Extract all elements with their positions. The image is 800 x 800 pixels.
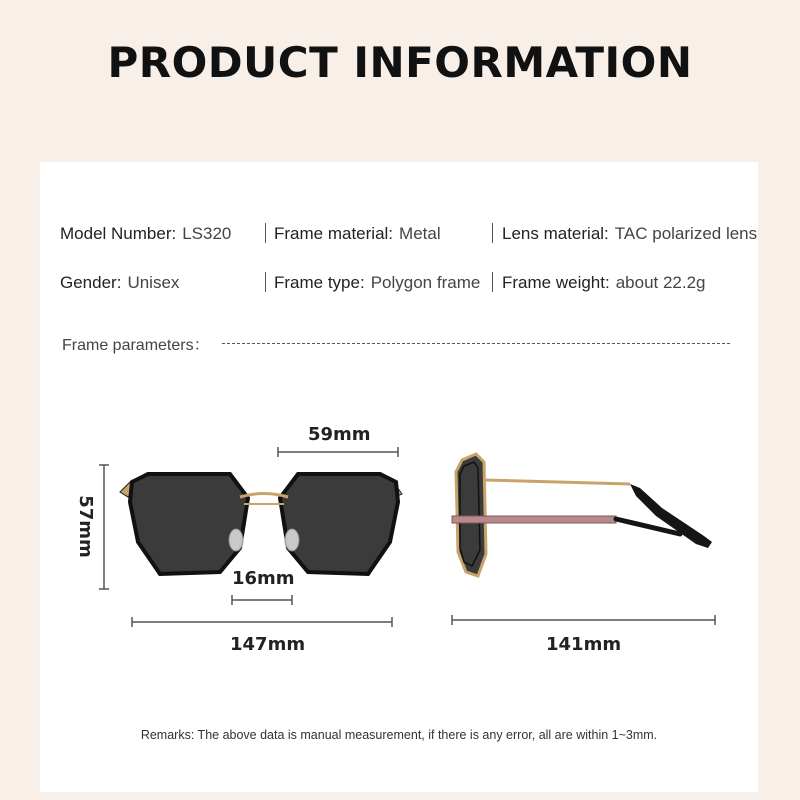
bridge-width-label: 16mm: [232, 568, 295, 589]
frame-parameters-label: Frame parameters：: [62, 337, 210, 354]
spec-value: TAC polarized lens: [614, 224, 758, 243]
spec-value: about 22.2g: [615, 273, 706, 292]
spec-label: Frame weight:: [502, 273, 610, 292]
glasses-illustration: [40, 162, 758, 792]
side-view: [452, 454, 712, 576]
temple-length-label: 141mm: [546, 634, 622, 655]
spec-label: Lens material:: [502, 224, 609, 243]
spec-value: LS320: [182, 224, 232, 243]
frame-width-label: 147mm: [230, 634, 306, 655]
info-card: [40, 162, 758, 792]
spec-label: Frame type:: [274, 273, 365, 292]
front-view: [120, 474, 402, 574]
spec-label: Gender:: [60, 273, 122, 292]
lens-height-label: 57mm: [74, 495, 96, 558]
spec-label: Frame material:: [274, 224, 394, 243]
spec-value: Polygon frame: [370, 273, 481, 292]
remarks-text: Remarks: The above data is manual measurement, if there is any error, all are within 1~3mm.: [140, 728, 658, 742]
spec-value: Unisex: [127, 273, 180, 292]
spec-value: Metal: [399, 224, 441, 243]
spec-label: Model Number:: [60, 224, 177, 243]
page-title: PRODUCT INFORMATION: [107, 38, 693, 87]
lens-width-label: 59mm: [308, 424, 371, 445]
